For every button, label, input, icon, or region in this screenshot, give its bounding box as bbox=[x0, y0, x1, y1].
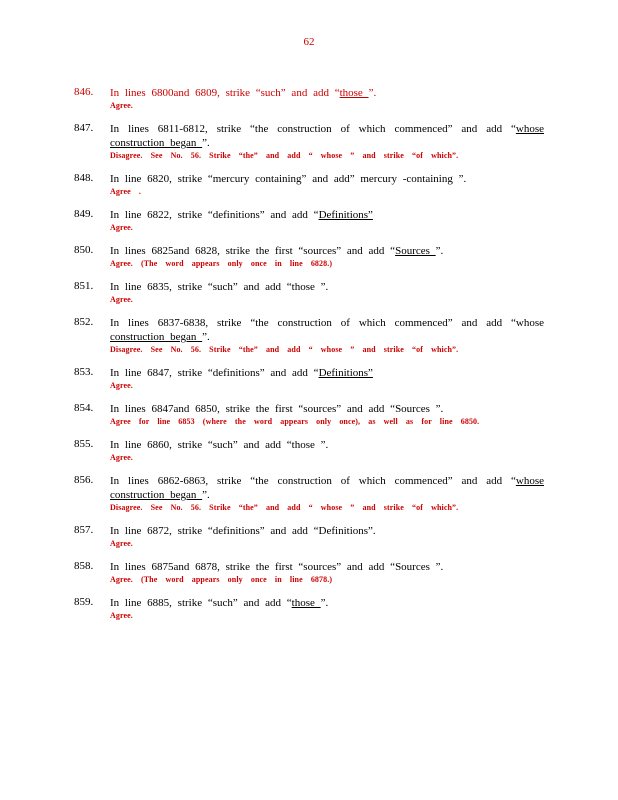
entry-response: Agree. bbox=[110, 539, 133, 548]
entry-text-before: In line 6872, strike “definitions” and add “Definitions”. bbox=[110, 525, 376, 537]
list-item bbox=[74, 172, 544, 197]
entry-text bbox=[110, 560, 544, 574]
entry-text bbox=[110, 316, 544, 344]
entry-text bbox=[110, 122, 544, 150]
entry-text-before: In lines 6825and 6828, strike the first “sources” and add “ bbox=[110, 245, 396, 257]
entry-text bbox=[110, 280, 544, 294]
entry-text bbox=[110, 208, 544, 222]
entry-number: 854. bbox=[74, 402, 94, 414]
entry-number: 850. bbox=[74, 244, 94, 256]
entry-response: Agree. bbox=[110, 453, 133, 462]
entry-number: 857. bbox=[74, 524, 94, 536]
entry-number: 858. bbox=[74, 560, 94, 572]
entry-number: 851. bbox=[74, 280, 94, 292]
entry-number: 849. bbox=[74, 208, 94, 220]
entry-number: 852. bbox=[74, 316, 94, 328]
entry-text-before: In line 6820, strike “mercury containing” and add” mercury -containing ”. bbox=[110, 173, 467, 185]
entry-response: Agree. bbox=[110, 295, 133, 304]
list-item bbox=[74, 122, 544, 161]
entries-list bbox=[74, 86, 544, 632]
list-item bbox=[74, 280, 544, 305]
entry-text-before: In lines 6811-6812, strike “the construction of which commenced” and add “ bbox=[110, 123, 516, 135]
entry-text-after: ”. bbox=[320, 597, 329, 609]
list-item bbox=[74, 474, 544, 513]
entry-text bbox=[110, 596, 544, 610]
entry-text-before: In line 6885, strike “such” and add “ bbox=[110, 597, 292, 609]
entry-number: 848. bbox=[74, 172, 94, 184]
list-item bbox=[74, 596, 544, 621]
entry-response: Agree. bbox=[110, 381, 133, 390]
entry-response: Agree. bbox=[110, 611, 133, 620]
entry-text bbox=[110, 244, 544, 258]
entry-text-underlined: construction began bbox=[110, 331, 203, 343]
entry-text-before: In lines 6837-6838, strike “the construction of which commenced” and add “whose bbox=[110, 317, 544, 329]
entry-text bbox=[110, 86, 544, 100]
entry-text-underlined: those bbox=[291, 597, 321, 609]
entry-text-underlined: whose construction began bbox=[110, 123, 544, 149]
entry-response: Agree. bbox=[110, 101, 133, 110]
entry-text-after: ”. bbox=[435, 245, 444, 257]
entry-response: Disagree. See No. 56. Strike “the” and add “ whose ” and strike “of which”. bbox=[110, 345, 459, 354]
entry-response: Agree. (The word appears only once in line 6878.) bbox=[110, 575, 333, 584]
entry-text-underlined: Sources bbox=[395, 245, 436, 257]
entry-response: Disagree. See No. 56. Strike “the” and add “ whose ” and strike “of which”. bbox=[110, 503, 459, 512]
entry-text-before: In line 6822, strike “definitions” and add “ bbox=[110, 209, 319, 221]
entry-text bbox=[110, 402, 544, 416]
list-item bbox=[74, 560, 544, 585]
list-item bbox=[74, 438, 544, 463]
entry-text-before: In lines 6800and 6809, strike “such” and add “ bbox=[110, 87, 340, 99]
entry-text-underlined: Definitions” bbox=[318, 367, 373, 379]
entry-number: 846. bbox=[74, 86, 94, 98]
entry-text-before: In lines 6875and 6878, strike the first “sources” and add “Sources ”. bbox=[110, 561, 444, 573]
entry-number: 853. bbox=[74, 366, 94, 378]
entry-text-underlined: whose construction began bbox=[110, 475, 544, 501]
entry-text-after: ”. bbox=[202, 489, 210, 501]
entry-text-before: In line 6847, strike “definitions” and add “ bbox=[110, 367, 319, 379]
entry-text-after: ”. bbox=[202, 137, 210, 149]
entry-text-before: In line 6835, strike “such” and add “those ”. bbox=[110, 281, 329, 293]
list-item bbox=[74, 208, 544, 233]
list-item bbox=[74, 366, 544, 391]
list-item bbox=[74, 402, 544, 427]
entry-text-underlined: those bbox=[339, 87, 369, 99]
entry-response: Disagree. See No. 56. Strike “the” and add “ whose ” and strike “of which”. bbox=[110, 151, 459, 160]
entry-number: 855. bbox=[74, 438, 94, 450]
page-number: 62 bbox=[303, 36, 315, 48]
entry-text-after: ”. bbox=[202, 331, 210, 343]
list-item bbox=[74, 316, 544, 355]
entry-number: 847. bbox=[74, 122, 94, 134]
entry-response: Agree. (The word appears only once in line 6828.) bbox=[110, 259, 333, 268]
entry-text bbox=[110, 438, 544, 452]
list-item bbox=[74, 524, 544, 549]
entry-text bbox=[110, 172, 544, 186]
entry-number: 859. bbox=[74, 596, 94, 608]
entry-number: 856. bbox=[74, 474, 94, 486]
entry-text-before: In line 6860, strike “such” and add “those ”. bbox=[110, 439, 329, 451]
entry-text-before: In lines 6862-6863, strike “the construction of which commenced” and add “ bbox=[110, 475, 516, 487]
entry-text-after: ”. bbox=[368, 87, 377, 99]
list-item bbox=[74, 244, 544, 269]
entry-text bbox=[110, 474, 544, 502]
entry-text bbox=[110, 524, 544, 538]
entry-text-underlined: Definitions” bbox=[318, 209, 373, 221]
entry-response: Agree. bbox=[110, 223, 133, 232]
list-item bbox=[74, 86, 544, 111]
entry-response: Agree for line 6853 (where the word appears only once), as well as for line 6850. bbox=[110, 417, 480, 426]
entry-text-before: In lines 6847and 6850, strike the first “sources” and add “Sources ”. bbox=[110, 403, 444, 415]
entry-response: Agree . bbox=[110, 187, 141, 196]
entry-text bbox=[110, 366, 544, 380]
